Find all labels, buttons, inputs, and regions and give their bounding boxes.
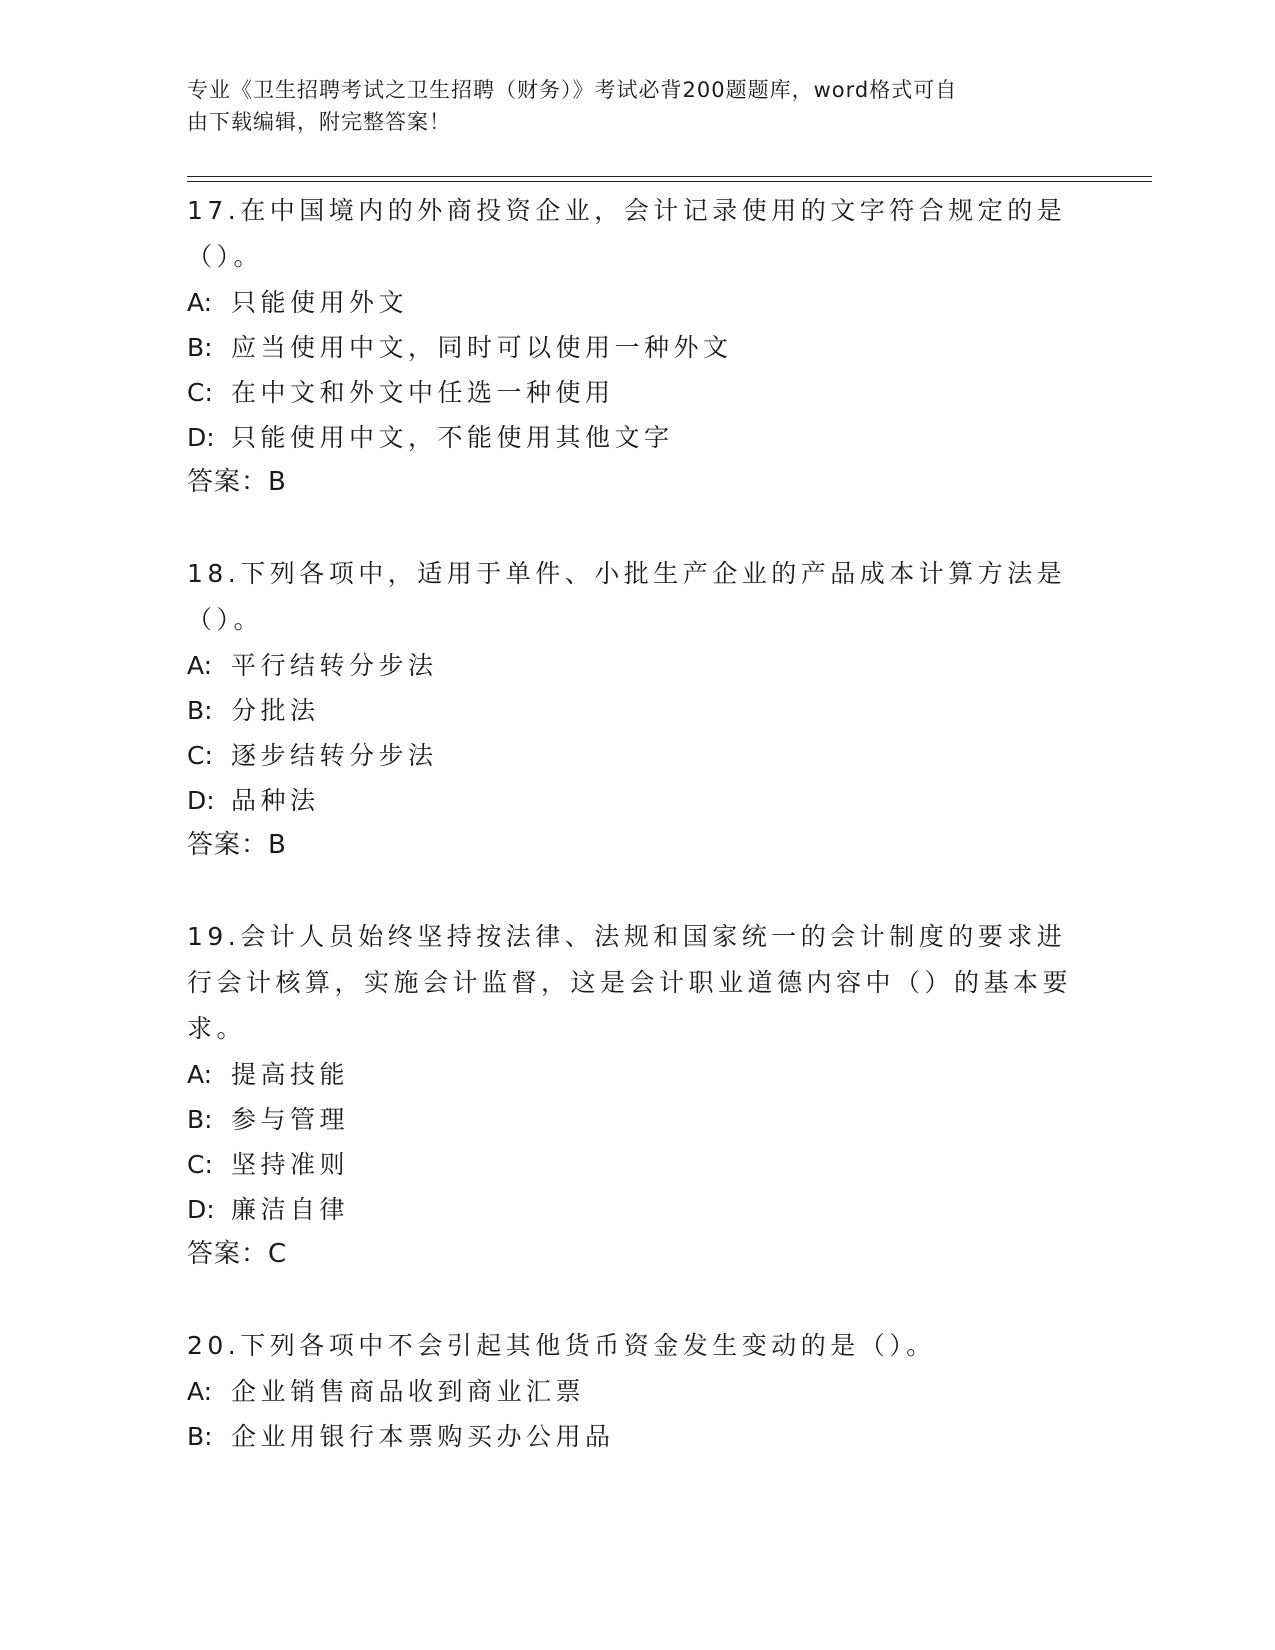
answer-line: 答案：C [187,1239,288,1269]
option-a [187,643,1087,688]
option-text: 企业用银行本票购买办公用品 [231,1422,615,1451]
option-key: A: [187,651,213,680]
option-text: 品种法 [231,786,320,815]
option-b [187,325,1087,370]
option-key: C: [187,741,213,770]
option-text: 平行结转分步法 [231,651,438,680]
option-key: A: [187,1060,213,1089]
option-b [187,1414,1087,1459]
option-key: C: [187,1150,213,1179]
option-key: B: [187,1422,213,1451]
option-text: 提高技能 [231,1060,350,1089]
option-key: D: [187,423,215,452]
answer-line: 答案：B [187,467,287,497]
option-c [187,370,1087,415]
option-text: 在中文和外文中任选一种使用 [231,378,615,407]
option-key: D: [187,786,215,815]
question-18 [187,551,1087,868]
header-line-1: 专业《卫生招聘考试之卫生招聘（财务）》考试必背200题题库，word格式可自 [187,78,958,102]
option-key: B: [187,696,213,725]
option-b [187,1097,1087,1142]
option-key: B: [187,333,213,362]
option-text: 只能使用外文 [231,288,409,317]
option-key: A: [187,288,213,317]
question-text: 18.下列各项中，适用于单件、小批生产企业的产品成本计算方法是（）。 [187,559,1067,634]
option-c [187,1142,1087,1187]
document-header [187,74,1067,138]
option-a [187,1052,1087,1097]
question-text: 19.会计人员始终坚持按法律、法规和国家统一的会计制度的要求进行会计核算，实施会计监督，这是会计职业道德内容中（）的基本要求。 [187,922,1073,1043]
question-20 [187,1323,1087,1459]
option-key: B: [187,1105,213,1134]
option-b [187,688,1087,733]
option-text: 逐步结转分步法 [231,741,438,770]
question-text: 17.在中国境内的外商投资企业，会计记录使用的文字符合规定的是（）。 [187,196,1067,271]
option-text: 企业销售商品收到商业汇票 [231,1377,586,1406]
question-list [187,188,1087,1505]
option-d [187,778,1087,823]
header-divider-bottom [187,181,1152,182]
option-key: C: [187,378,213,407]
option-key: D: [187,1195,215,1224]
option-d [187,1187,1087,1232]
option-text: 坚持准则 [231,1150,350,1179]
option-key: A: [187,1377,213,1406]
question-19 [187,914,1087,1277]
option-d [187,415,1087,460]
answer-line: 答案：B [187,830,287,860]
option-text: 参与管理 [231,1105,350,1134]
question-17 [187,188,1087,505]
option-text: 廉洁自律 [231,1195,350,1224]
header-divider-top [187,176,1152,177]
header-line-2: 由下载编辑，附完整答案！ [187,110,451,134]
option-text: 只能使用中文，不能使用其他文字 [231,423,674,452]
option-text: 分批法 [231,696,320,725]
question-text: 20.下列各项中不会引起其他货币资金发生变动的是（）。 [187,1331,936,1360]
option-a [187,1369,1087,1414]
option-text: 应当使用中文，同时可以使用一种外文 [231,333,733,362]
option-c [187,733,1087,778]
option-a [187,280,1087,325]
